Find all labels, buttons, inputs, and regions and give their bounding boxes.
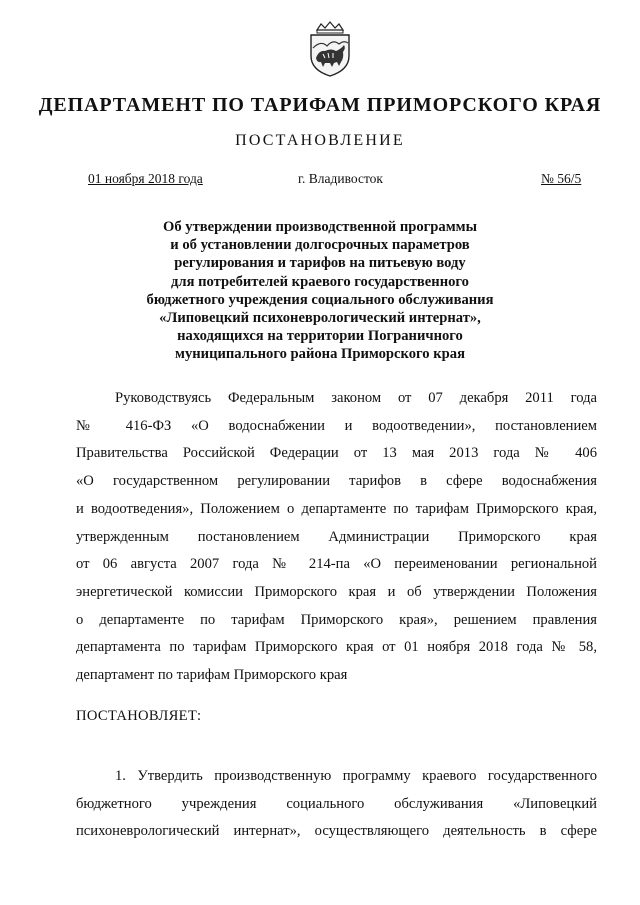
paragraph-line: от 06 августа 2007 года № 214-па «О переименовании региональной [76, 556, 597, 573]
paragraph-line: энергетической комиссии Приморского края и об утверждении Положения [76, 583, 597, 600]
paragraph-line: о департаменте по тарифам Приморского края», решением правления [76, 611, 597, 628]
document-city: г. Владивосток [298, 171, 383, 186]
document-type: ПОСТАНОВЛЕНИЕ [235, 132, 405, 149]
preamble-paragraph [76, 385, 597, 690]
paragraph-line: Правительства Российской Федерации от 13 мая 2013 года № 406 [76, 445, 597, 462]
paragraph-line: департамент по тарифам Приморского края [76, 667, 348, 684]
document-date: 01 ноября 2018 года [88, 171, 203, 186]
coat-of-arms-emblem [301, 20, 359, 78]
subject-line: регулирования и тарифов на питьевую воду [174, 255, 466, 272]
subject-line: бюджетного учреждения социального обслуживания [146, 291, 494, 308]
paragraph-line: департамента по тарифам Приморского края от 01 ноября 2018 года № 58, [76, 639, 597, 656]
subject-line: находящихся на территории Пограничного [177, 328, 463, 345]
paragraph-line: «О государственном регулировании тарифов в сфере водоснабжения [76, 473, 597, 490]
document-number: № 56/5 [541, 171, 582, 186]
paragraph-line: бюджетного учреждения социального обслуживания «Липовецкий [76, 795, 597, 812]
subject-line: «Липовецкий психоневрологический интернат», [159, 310, 481, 327]
department-title: ДЕПАРТАМЕНТ ПО ТАРИФАМ ПРИМОРСКОГО КРАЯ [38, 94, 602, 116]
subject-line: для потребителей краевого государственного [171, 273, 469, 290]
subject-line: и об установлении долгосрочных параметров [170, 237, 470, 254]
item-1-paragraph [76, 763, 597, 846]
subject-line: муниципального района Приморского края [175, 346, 465, 363]
paragraph-line: утвержденным постановлением Администрации Приморского края [76, 528, 597, 545]
subject-line: Об утверждении производственной программы [162, 219, 477, 235]
resolve-label: ПОСТАНОВЛЯЕТ: [76, 708, 202, 724]
paragraph-line: № 416-ФЗ «О водоснабжении и водоотведении», постановлением [76, 417, 597, 434]
document-subject [100, 218, 540, 364]
paragraph-line: и водоотведения», Положением о департаменте по тарифам Приморского края, [76, 500, 597, 517]
paragraph-line: 1. Утвердить производственную программу краевого государственного [115, 768, 597, 784]
paragraph-line: психоневрологический интернат», осуществляющего деятельность в сфере [76, 823, 597, 840]
paragraph-line: Руководствуясь Федеральным законом от 07 декабря 2011 года [115, 390, 597, 406]
